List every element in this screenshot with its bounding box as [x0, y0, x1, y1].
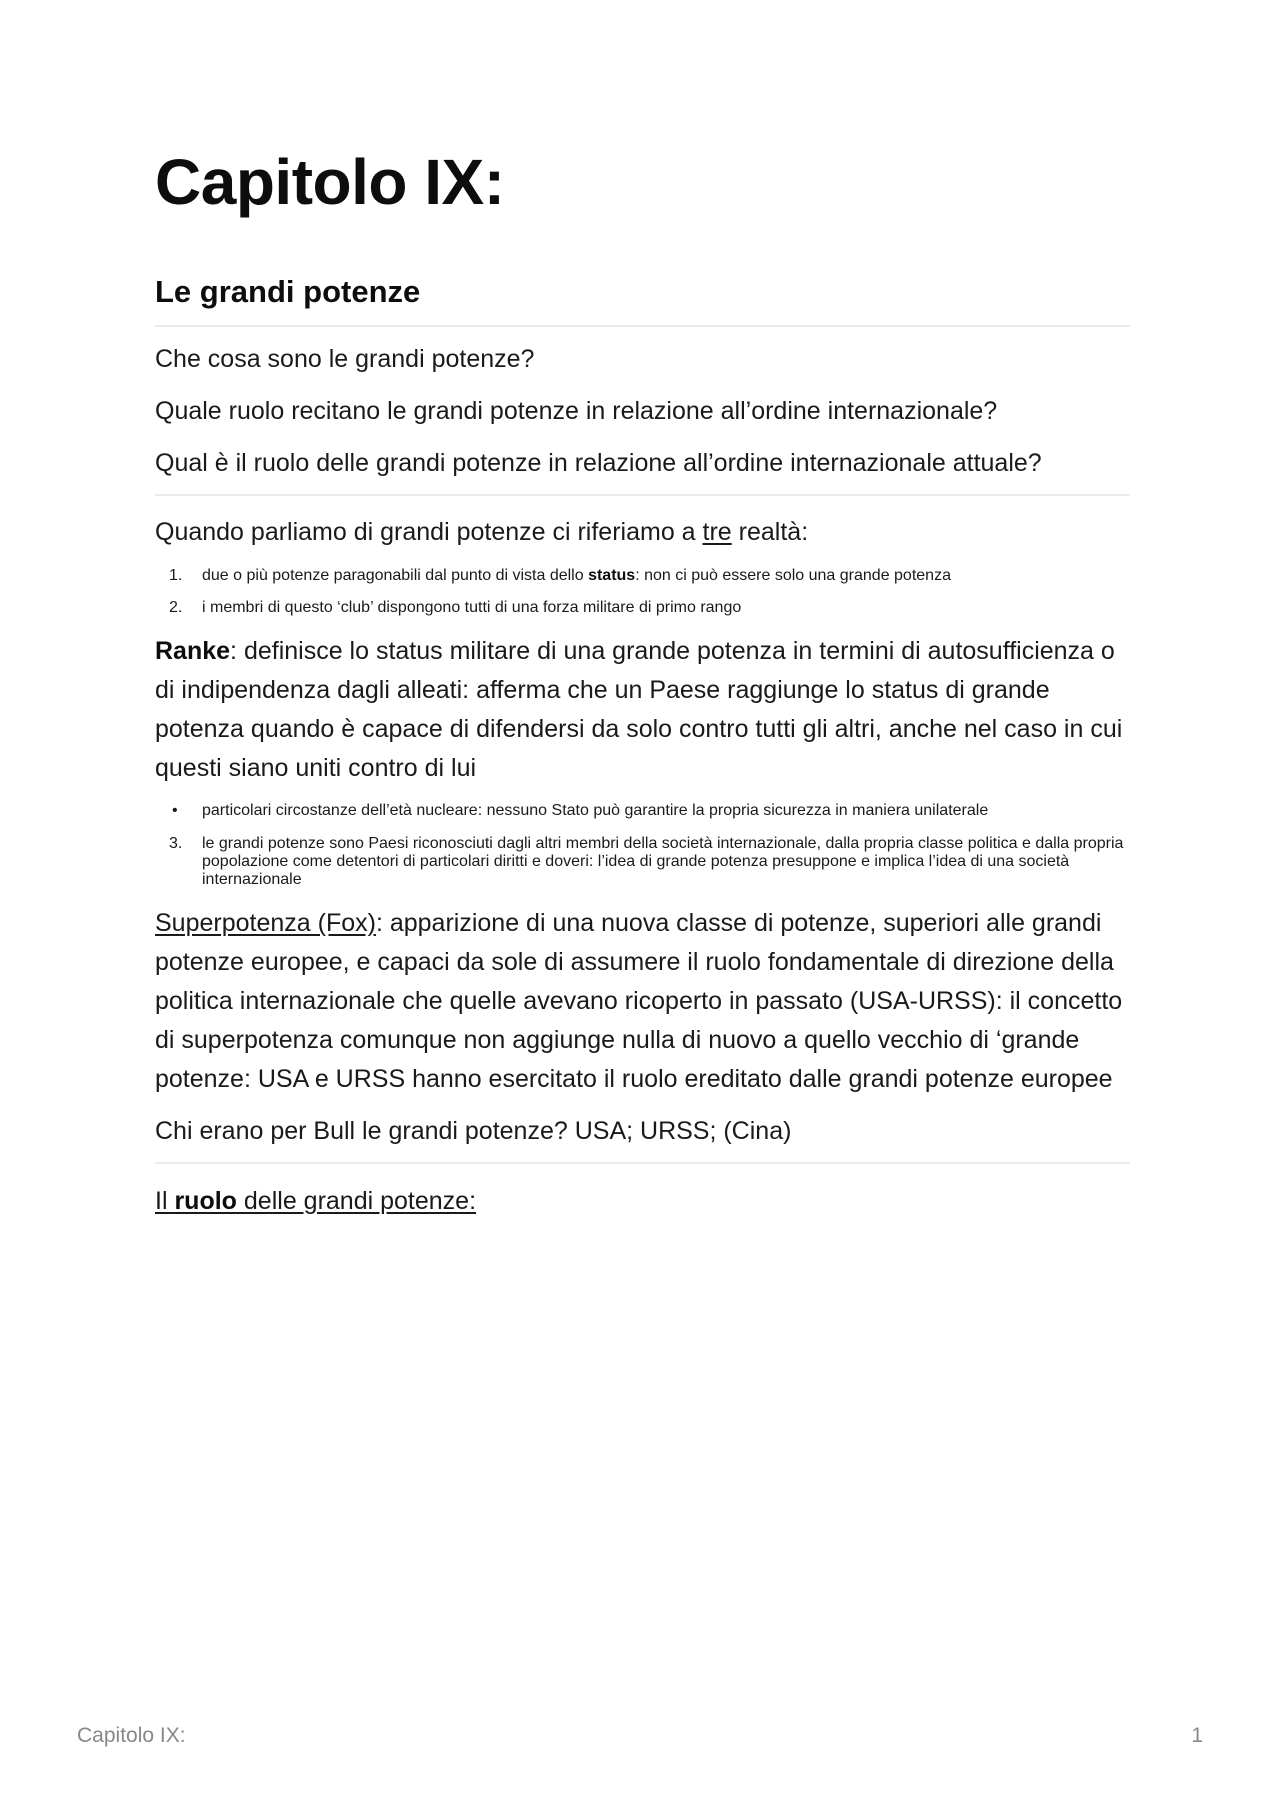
- footer-title: Capitolo IX:: [77, 1724, 186, 1747]
- list-item-text: [202, 567, 1130, 585]
- question-3: Qual è il ruolo delle grandi potenze in relazione all’ordine internazionale attuale?: [155, 449, 1042, 478]
- divider: [155, 1162, 1130, 1164]
- ranke-text: : definisce lo status militare di una grande potenza in termini di autosufficienza o di indipendenza dagli alleati: afferma che un Paese raggiunge lo status di grande potenza quando è capace di difendersi da solo contro tutti gli altri, anche nel caso in cui questi siano uniti contro di lui: [155, 637, 1123, 783]
- intro-underlined: tre: [702, 518, 732, 547]
- bullet-text: particolari circostanze dell’età nucleare: nessuno Stato può garantire la propria sicurezza in maniera unilaterale: [202, 802, 989, 820]
- bull-paragraph: Chi erano per Bull le grandi potenze? USA; URSS; (Cina): [155, 1117, 792, 1146]
- bold-term: Ranke: [155, 637, 231, 666]
- ruolo-pre: Il: [155, 1187, 175, 1216]
- list-number: 1.: [169, 567, 183, 585]
- superpotenza-paragraph: [155, 904, 1130, 1099]
- document-body: [155, 146, 1130, 1221]
- list-item: [155, 567, 1130, 585]
- list-item-text: le grandi potenze sono Paesi riconosciuti dagli altri membri della società internazionale, dalla propria classe politica e dalla propria popolazione come detentori di particolari diritti e doveri: l’idea di grande potenza presuppone e implica l’idea di una società internazionale: [202, 835, 1124, 889]
- question-2: Quale ruolo recitano le grandi potenze in relazione all’ordine internazionale?: [155, 397, 998, 426]
- intro-paragraph: [155, 513, 1130, 552]
- question-1: Che cosa sono le grandi potenze?: [155, 345, 535, 374]
- ruolo-post: delle grandi potenze:: [236, 1187, 477, 1216]
- list-item: [155, 599, 1130, 617]
- ruolo-heading: [155, 1182, 1130, 1221]
- ranke-paragraph: [155, 632, 1130, 788]
- section-heading: Le grandi potenze: [155, 274, 421, 309]
- bold-term: ruolo: [174, 1187, 237, 1216]
- list-number: 2.: [169, 599, 183, 617]
- superpotenza-text: : apparizione di una nuova classe di potenze, superiori alle grandi potenze europee, e capaci da sole di assumere il ruolo fondamentale di direzione della politica internazionale che quelle avevano ricoperto in passato (USA-URSS): il concetto di superpotenza comunque non aggiunge nulla di nuovo a quello vecchio di ‘grande potenze: USA e URSS hanno esercitato il ruolo ereditato dalle grandi potenze europee: [155, 909, 1123, 1094]
- bold-term: status: [588, 567, 636, 585]
- divider: [155, 494, 1130, 496]
- intro-text-end: realtà:: [731, 518, 809, 547]
- list-item: [155, 835, 1130, 889]
- list-item-text: i membri di questo ‘club’ dispongono tutti di una forza militare di primo rango: [202, 599, 742, 617]
- page-title: Capitolo IX:: [155, 146, 505, 218]
- bullet-item: [155, 802, 1130, 820]
- divider: [155, 325, 1130, 327]
- list-item-text-start: due o più potenze paragonabili dal punto di vista dello: [202, 567, 589, 585]
- list-number: 3.: [169, 835, 183, 853]
- page-number: 1: [1191, 1724, 1203, 1747]
- underlined-term: Superpotenza (Fox): [155, 909, 376, 938]
- list-item-text-end: : non ci può essere solo una grande potenza: [635, 567, 951, 585]
- bullet-icon: •: [172, 802, 178, 820]
- intro-text: Quando parliamo di grandi potenze ci riferiamo a: [155, 518, 703, 547]
